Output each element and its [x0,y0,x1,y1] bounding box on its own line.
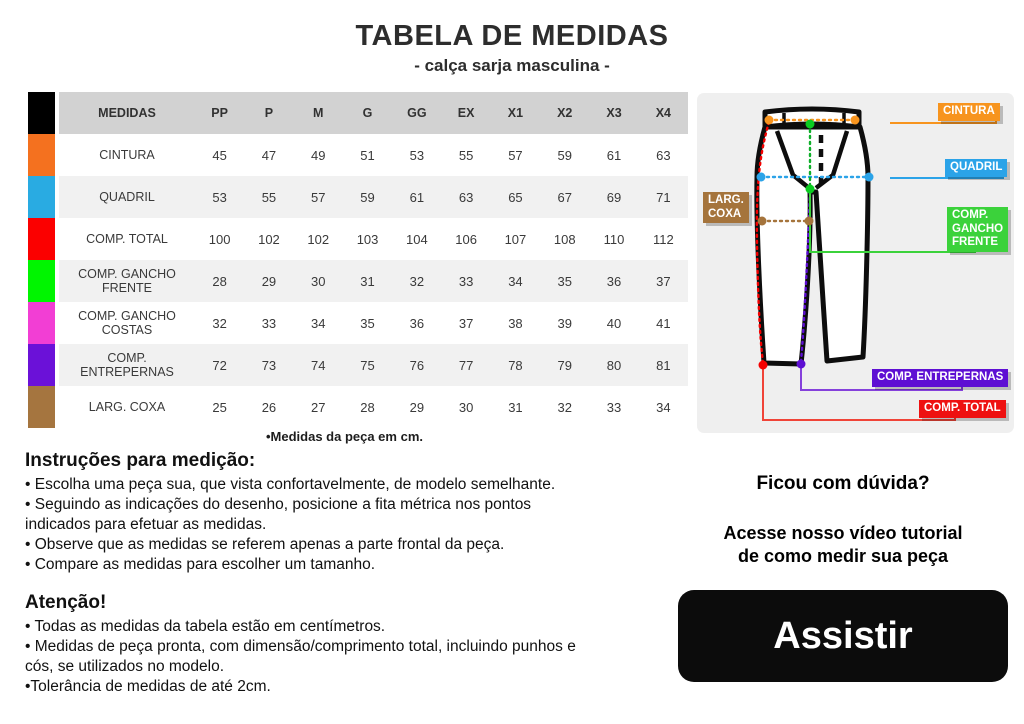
size-value-cell: 51 [360,147,375,163]
size-value-cell: 28 [360,399,375,415]
size-value-cell: 74 [311,357,326,373]
size-value-cell: 55 [261,189,277,205]
size-table [59,92,688,428]
measure-label: COMP. TOTAL [86,232,168,246]
size-value-cell: 69 [606,189,622,205]
size-value-cell: 41 [656,315,671,331]
size-value-cell: 75 [360,357,375,373]
measure-label: COMP. GANCHO COSTAS [78,309,176,337]
instruction-item: • Seguindo as indicações do desenho, posicione a fita métrica nos pontos indicados para efetuar as medidas. [25,496,532,533]
size-value-cell: 80 [606,357,622,373]
units-note: •Medidas da peça em cm. [265,429,423,444]
size-value-cell: 81 [656,357,671,373]
size-value-cell: 104 [405,231,428,247]
measurements-table [28,92,688,428]
size-value-cell: 100 [208,231,231,247]
size-value-cell: 57 [508,147,523,163]
size-value-cell: 61 [409,189,425,205]
attention-section [25,592,600,697]
larg-coxa-tag-line1: LARG. [708,194,744,206]
size-value-cell: 53 [409,147,425,163]
page-title: TABELA DE MEDIDAS [355,20,669,52]
table-header-size: X1 [491,92,540,134]
table-row [59,134,688,176]
table-header-size: X3 [589,92,638,134]
attention-item: • Todas as medidas da tabela estão em centímetros. [25,618,386,635]
color-swatch [28,134,55,176]
measure-label: CINTURA [99,148,155,162]
size-value-cell: 108 [553,231,576,247]
table-row [59,344,688,386]
color-swatch [28,302,55,344]
size-value-cell: 102 [258,231,280,247]
help-line1: Acesse nosso vídeo tutorial [723,523,963,543]
comp-total-tag [919,400,1006,418]
larg-coxa-tag [703,192,749,223]
size-value-cell: 71 [656,189,671,205]
entrepernas-dot [797,360,806,369]
size-value-cell: 36 [409,315,425,331]
size-value-cell: 63 [458,189,474,205]
pants-diagram [697,93,1014,433]
attention-item: • Medidas de peça pronta, com dimensão/comprimento total, incluindo punhos e cós, se utilizados no modelo. [25,638,576,675]
entrepernas-tag-label: COMP. ENTREPERNAS [877,371,1004,383]
help-section [678,473,1008,568]
size-value-cell: 29 [261,273,277,289]
quadril-tag-label: QUADRIL [950,161,1003,173]
gancho-dot [806,120,815,129]
help-question: Ficou com dúvida? [756,473,930,494]
instruction-item: • Compare as medidas para escolher um tamanho. [25,556,376,573]
table-header-row [59,92,688,134]
size-value-cell: 77 [458,357,474,373]
size-value-cell: 47 [261,147,277,163]
larg-coxa-dot [758,217,767,226]
quadril-dot [865,173,874,182]
color-swatch [28,344,55,386]
measure-label: QUADRIL [99,190,155,204]
table-header-size: EX [441,92,490,134]
gancho-tag-line2: GANCHO [952,222,1004,235]
cintura-dot [765,116,774,125]
size-value-cell: 57 [311,189,326,205]
gancho-dot [806,185,815,194]
table-header-size: X4 [639,92,688,134]
size-value-cell: 106 [455,231,477,247]
size-value-cell: 37 [656,273,671,289]
size-value-cell: 27 [311,399,326,415]
total-dot [759,361,768,370]
header [0,20,1024,76]
table-header-medidas: MEDIDAS [59,92,195,134]
size-value-cell: 32 [557,399,572,415]
attention-heading: Atenção! [25,592,107,613]
size-value-cell: 32 [409,273,425,289]
gancho-tag-line3: FRENTE [952,236,998,249]
help-line2: de como medir sua peça [737,546,949,566]
size-value-cell: 55 [458,147,474,163]
size-value-cell: 35 [360,315,375,331]
color-swatch [28,92,55,134]
pants-outline [757,127,868,364]
size-value-cell: 102 [307,231,330,247]
table-row [59,176,688,218]
entrepernas-tag [872,369,1008,387]
size-value-cell: 30 [311,273,326,289]
size-value-cell: 107 [504,231,527,247]
cintura-tag [938,103,1000,121]
size-value-cell: 34 [656,399,671,415]
size-value-cell: 53 [212,189,227,205]
size-value-cell: 28 [212,273,227,289]
gancho-frente-tag [947,207,1008,252]
size-value-cell: 25 [212,399,227,415]
cintura-tag-label: CINTURA [943,105,995,117]
page-subtitle: - calça sarja masculina - [414,56,610,75]
attention-item: •Tolerância de medidas de até 2cm. [25,678,271,695]
size-value-cell: 61 [606,147,622,163]
size-value-cell: 65 [508,189,523,205]
measure-label: COMP. GANCHO FRENTE [78,267,176,295]
size-value-cell: 39 [557,315,572,331]
quadril-dot [757,173,766,182]
color-legend-column [28,92,55,428]
table-header-size: X2 [540,92,589,134]
table-header-size: P [244,92,293,134]
cintura-dot [851,116,860,125]
table-row [59,260,688,302]
size-value-cell: 45 [212,147,227,163]
size-value-cell: 34 [311,315,326,331]
size-value-cell: 76 [409,357,425,373]
color-swatch [28,386,55,428]
table-row [59,302,688,344]
size-value-cell: 112 [652,231,674,247]
size-value-cell: 79 [557,357,572,373]
size-value-cell: 110 [603,231,625,247]
size-value-cell: 32 [212,315,227,331]
size-value-cell: 59 [360,189,375,205]
color-swatch [28,218,55,260]
color-swatch [28,176,55,218]
size-value-cell: 59 [557,147,572,163]
instruction-item: • Escolha uma peça sua, que vista confortavelmente, de modelo semelhante. [25,476,556,493]
table-header-size: M [294,92,343,134]
table-header-size: G [343,92,392,134]
size-value-cell: 31 [508,399,523,415]
size-value-cell: 36 [606,273,622,289]
table-row [59,218,688,260]
size-value-cell: 40 [606,315,622,331]
size-value-cell: 38 [508,315,523,331]
instructions-section [25,450,600,575]
instruction-item: • Observe que as medidas se referem apenas a parte frontal da peça. [25,536,505,553]
size-value-cell: 63 [656,147,671,163]
size-value-cell: 78 [508,357,523,373]
comp-total-tag-label: COMP. TOTAL [924,402,1001,414]
size-value-cell: 31 [360,273,375,289]
size-value-cell: 26 [261,399,277,415]
size-value-cell: 33 [458,273,474,289]
measure-label: COMP. ENTREPERNAS [80,351,174,379]
larg-coxa-tag-line2: COXA [708,207,742,220]
instructions-list [25,475,600,575]
watch-video-button[interactable]: Assistir [678,590,1008,682]
size-value-cell: 37 [458,315,474,331]
gancho-tag-line1: COMP. [952,209,989,221]
quadril-tag [945,159,1007,177]
size-value-cell: 33 [606,399,622,415]
attention-list [25,617,600,697]
measure-label: LARG. COXA [88,400,166,414]
size-value-cell: 29 [409,399,425,415]
size-value-cell: 34 [508,273,523,289]
size-value-cell: 35 [557,273,572,289]
table-header-size: PP [195,92,244,134]
size-value-cell: 72 [212,357,227,373]
instructions-heading: Instruções para medição: [25,450,256,471]
size-value-cell: 49 [311,147,326,163]
size-value-cell: 73 [261,357,277,373]
size-value-cell: 30 [458,399,474,415]
table-header-size: GG [392,92,441,134]
color-swatch [28,260,55,302]
size-value-cell: 33 [261,315,277,331]
larg-coxa-dot [805,217,814,226]
size-value-cell: 67 [557,189,572,205]
size-value-cell: 103 [356,231,379,247]
table-row [59,386,688,428]
